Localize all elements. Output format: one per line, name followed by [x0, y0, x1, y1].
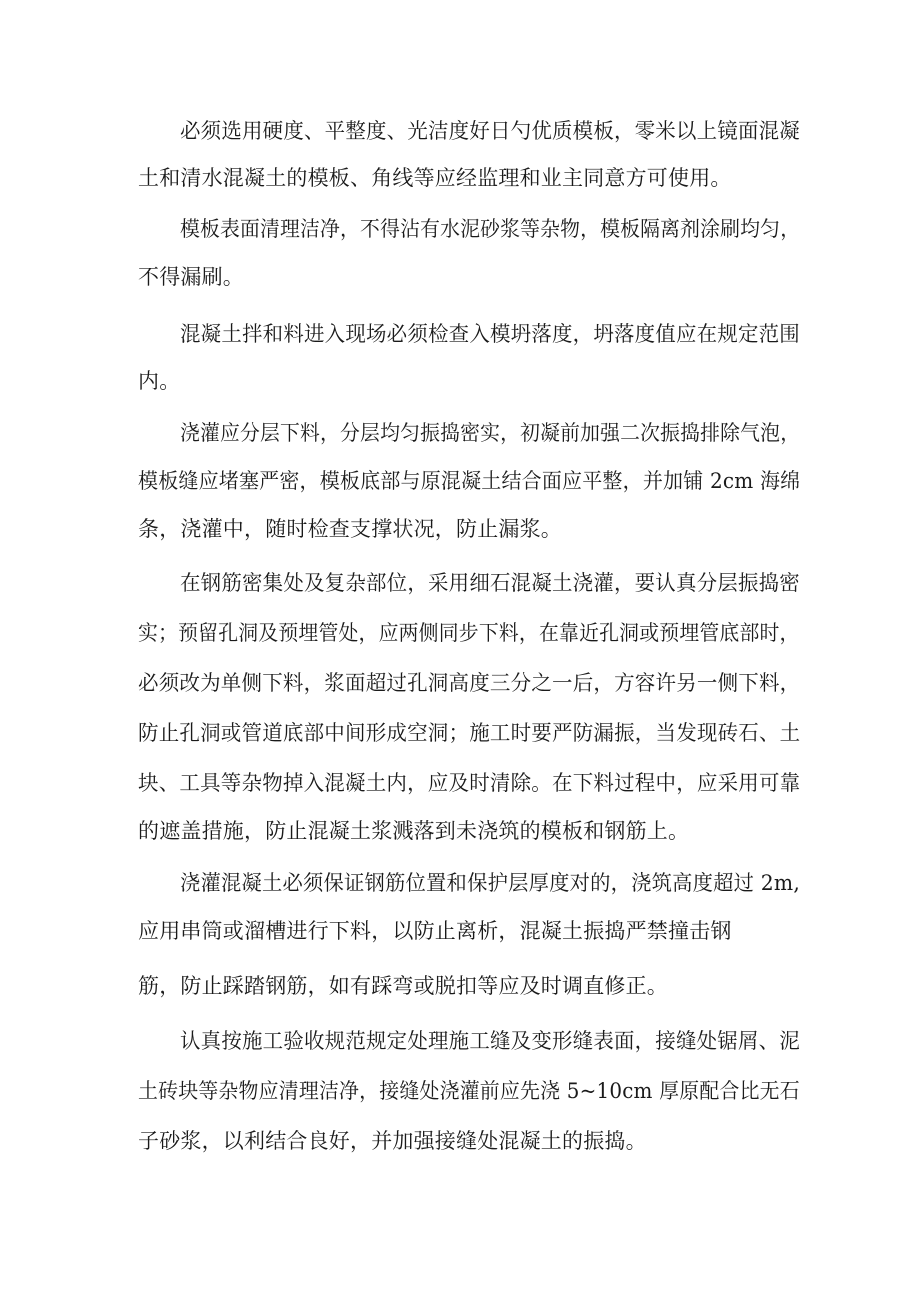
paragraph-1-line-2: 土和清水混凝土的模板、角线等应经监理和业主同意方可使用。 [138, 166, 732, 190]
paragraph-7-line-3: 子砂浆，以利结合良好，并加强接缝处混凝土的振捣。 [138, 1129, 647, 1153]
paragraph-5-line-1: 在钢筋密集处及复杂部位，采用细石混凝土浇灌，要认真分层振捣密 [180, 571, 800, 595]
paragraph-5-line-5: 块、工具等杂物掉入混凝土内，应及时清除。在下料过程中，应采用可靠 [138, 771, 801, 795]
paragraph-5-line-2: 实；预留孔洞及预埋管处，应两侧同步下料，在靠近孔洞或预埋管底部时， [138, 621, 800, 645]
paragraph-3-line-1: 混凝土拌和料进入现场必须检查入模坍落度，坍落度值应在规定范围 [180, 322, 800, 346]
paragraph-6-line-3: 筋，防止踩踏钢筋，如有踩弯或脱扣等应及时调直修正。 [138, 974, 668, 998]
paragraph-5-line-3: 必须改为单侧下料，浆面超过孔洞高度三分之一后，方容许另一侧下料， [138, 671, 801, 695]
paragraph-4-line-1: 浇灌应分层下料，分层均匀振捣密实，初凝前加强二次振捣排除气泡， [180, 421, 801, 445]
paragraph-3-line-2: 内。 [138, 369, 181, 393]
paragraph-4-line-2: 模板缝应堵塞严密，模板底部与原混凝土结合面应平整，并加铺 2cm 海绵 [138, 469, 801, 493]
paragraph-6-line-1: 浇灌混凝土必须保证钢筋位置和保护层厚度对的，浇筑高度超过 2m, [180, 871, 801, 895]
paragraph-5-line-6: 的遮盖措施，防止混凝土浆溅落到未浇筑的模板和钢筋上。 [138, 819, 690, 843]
paragraph-4-line-3: 条，浇灌中，随时检查支撑状况，防止漏浆。 [138, 517, 562, 541]
paragraph-2-line-1: 模板表面清理洁净，不得沾有水泥砂浆等杂物，模板隔离剂涂刷均匀， [180, 217, 801, 241]
paragraph-7-line-2: 土砖块等杂物应清理洁净，接缝处浇灌前应先浇 5~10cm 厚原配合比无石 [138, 1079, 800, 1103]
paragraph-7-line-1: 认真按施工验收规范规定处理施工缝及变形缝表面，接缝处锯屑、泥 [180, 1029, 800, 1053]
paragraph-6-line-2: 应用串筒或溜槽进行下料，以防止离析，混凝土振捣严禁撞击钢 [138, 919, 732, 943]
paragraph-2-line-2: 不得漏刷。 [138, 265, 244, 289]
paragraph-5-line-4: 防止孔洞或管道底部中间形成空洞；施工时要严防漏振，当发现砖石、土 [138, 721, 801, 745]
paragraph-1-line-1: 必须选用硬度、平整度、光洁度好日勺优质模板，零米以上镜面混凝 [180, 119, 800, 143]
